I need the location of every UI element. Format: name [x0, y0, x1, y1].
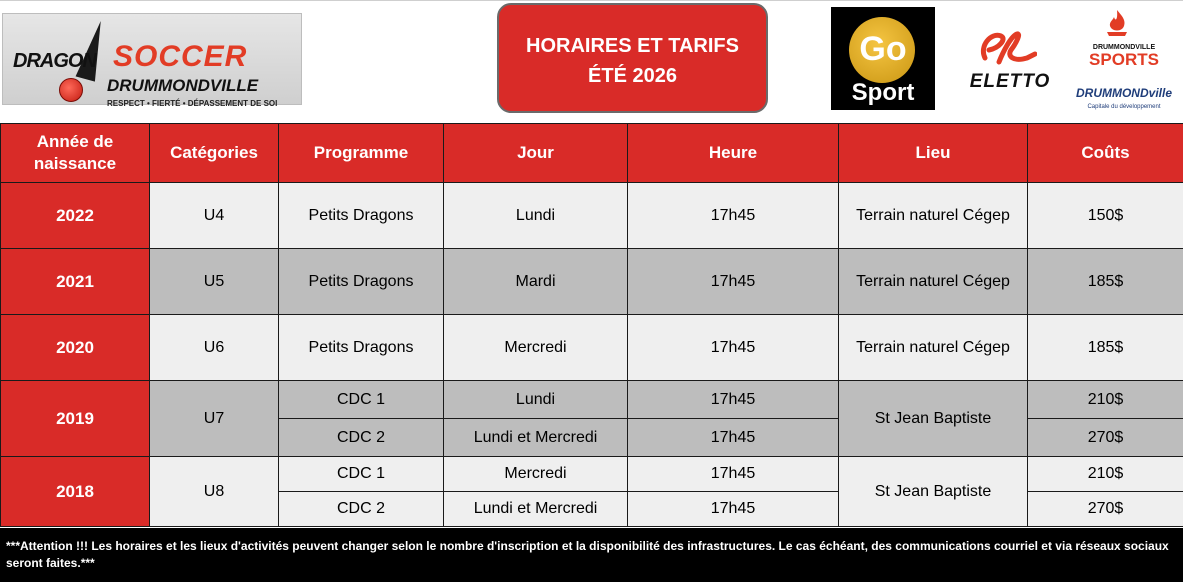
attention-notice: ***Attention !!! Les horaires et les lieux d'activités peuvent changer selon le nombre d'inscription et la disponibilité des infrastructures. Le cas échéant, des communications courriel et via réseaux sociaux seront faites.***: [0, 528, 1183, 582]
cell-time: 17h45: [628, 492, 839, 527]
cell-location: St Jean Baptiste: [839, 457, 1028, 527]
eletto-logo: [955, 28, 1065, 98]
page-title: HORAIRES ET TARIFS: [526, 35, 739, 57]
cell-program: Petits Dragons: [279, 183, 444, 249]
cell-cost: 270$: [1028, 419, 1183, 457]
header-day: Jour: [444, 124, 628, 183]
cell-category: U7: [150, 381, 279, 457]
cell-year: 2021: [1, 249, 150, 315]
dsports-capitale-word: Capitale du développement: [1087, 104, 1161, 110]
cell-cost: 185$: [1028, 249, 1183, 315]
logo-soccer-word: SOCCER: [113, 40, 248, 73]
cell-cost: 210$: [1028, 457, 1183, 492]
table-row: [1, 183, 1183, 249]
cell-time: 17h45: [628, 183, 839, 249]
header-time: Heure: [628, 124, 839, 183]
cell-location: St Jean Baptiste: [839, 381, 1028, 457]
dsports-sports-word: SPORTS: [1089, 50, 1159, 69]
cell-day: Mercredi: [444, 315, 628, 381]
top-divider: [0, 0, 1183, 1]
table-header-row: [1, 124, 1183, 183]
cell-year: 2020: [1, 315, 150, 381]
cell-cost: 185$: [1028, 315, 1183, 381]
cell-time: 17h45: [628, 315, 839, 381]
go-sport-go: Go: [859, 30, 907, 68]
header-program: Programme: [279, 124, 444, 183]
header-location: Lieu: [839, 124, 1028, 183]
cell-time: 17h45: [628, 249, 839, 315]
cell-cost: 150$: [1028, 183, 1183, 249]
header-cost: Coûts: [1028, 124, 1183, 183]
header-birth-year: Année de naissance: [1, 124, 150, 183]
flame-icon: [1104, 8, 1130, 38]
page-title-box: [497, 3, 768, 113]
cell-cost: 210$: [1028, 381, 1183, 419]
logo-tagline: RESPECT • FIERTÉ • DÉPASSEMENT DE SOI: [107, 99, 278, 108]
cell-time: 17h45: [628, 381, 839, 419]
eletto-word: ELETTO: [969, 71, 1051, 92]
cell-program: Petits Dragons: [279, 315, 444, 381]
cell-location: Terrain naturel Cégep: [839, 315, 1028, 381]
cell-location: Terrain naturel Cégep: [839, 183, 1028, 249]
table-row: [1, 249, 1183, 315]
cell-program: Petits Dragons: [279, 249, 444, 315]
logo-drummondville-word: DRUMMONDVILLE: [107, 76, 259, 95]
cell-time: 17h45: [628, 419, 839, 457]
cell-year: 2019: [1, 381, 150, 457]
dsports-ville-word: DRUMMONDville: [1075, 86, 1172, 100]
cell-year: 2018: [1, 457, 150, 527]
cell-category: U6: [150, 315, 279, 381]
cell-day: Lundi: [444, 381, 628, 419]
table-row: [1, 381, 1183, 419]
cell-time: 17h45: [628, 457, 839, 492]
cell-year: 2022: [1, 183, 150, 249]
cell-program: CDC 1: [279, 457, 444, 492]
cell-program: CDC 2: [279, 419, 444, 457]
cell-program: CDC 1: [279, 381, 444, 419]
cell-category: U5: [150, 249, 279, 315]
cell-day: Mardi: [444, 249, 628, 315]
cell-cost: 270$: [1028, 492, 1183, 527]
cell-day: Lundi: [444, 183, 628, 249]
cell-location: Terrain naturel Cégep: [839, 249, 1028, 315]
cell-day: Mercredi: [444, 457, 628, 492]
cell-day: Lundi et Mercredi: [444, 419, 628, 457]
eletto-mark-icon: [977, 28, 1037, 68]
cell-category: U4: [150, 183, 279, 249]
page-subtitle: ÉTÉ 2026: [588, 65, 677, 87]
cell-program: CDC 2: [279, 492, 444, 527]
logo-dragon-word: DRAGON: [13, 50, 96, 72]
dsports-small-word: DRUMMONDVILLE: [1092, 44, 1156, 51]
schedule-table: [0, 123, 1183, 527]
cell-category: U8: [150, 457, 279, 527]
soccer-drummondville-logo: [2, 13, 302, 108]
table-row: [1, 457, 1183, 492]
cell-day: Lundi et Mercredi: [444, 492, 628, 527]
soccer-ball-icon: [59, 78, 83, 102]
go-sport-sport: Sport: [851, 79, 915, 106]
go-sport-logo: [831, 7, 935, 110]
drummondville-sports-logo: [1068, 6, 1180, 118]
header-category: Catégories: [150, 124, 279, 183]
table-row: [1, 315, 1183, 381]
